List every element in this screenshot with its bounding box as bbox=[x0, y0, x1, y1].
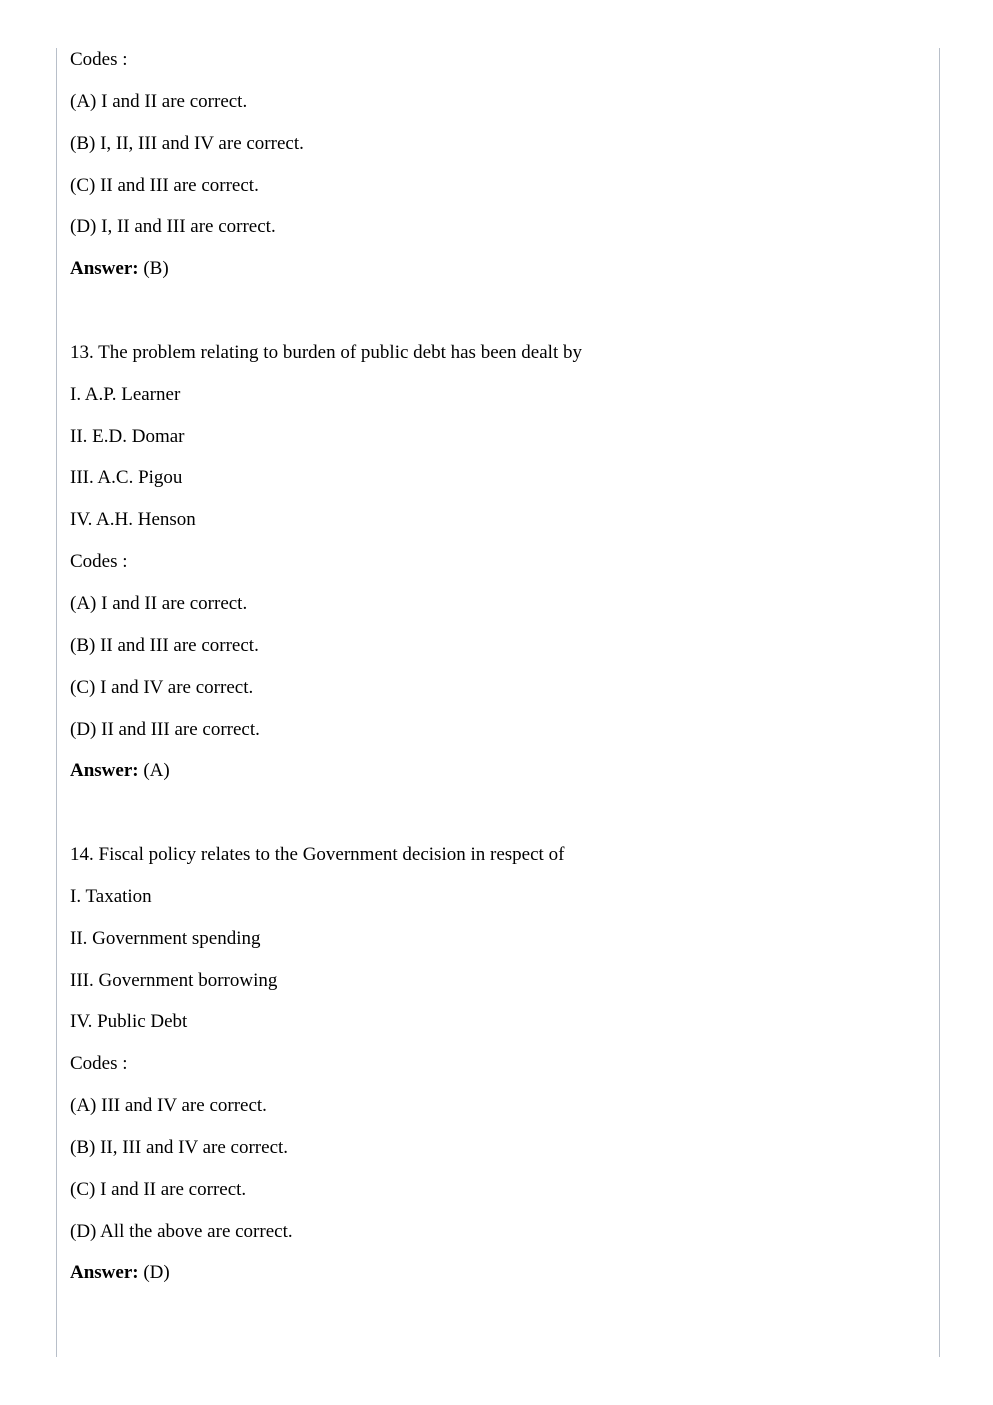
option-line: (C) II and III are correct. bbox=[70, 174, 259, 196]
answer-label: Answer: bbox=[70, 258, 139, 280]
option-line: (B) II, III and IV are correct. bbox=[70, 1136, 289, 1158]
spacer bbox=[70, 290, 930, 332]
option-line: (C) I and II are correct. bbox=[70, 1178, 247, 1200]
option-line: (A) III and IV are correct. bbox=[70, 1095, 267, 1117]
left-page-border bbox=[56, 48, 57, 1357]
answer-line bbox=[70, 750, 930, 792]
answer-value: (B) bbox=[143, 258, 169, 280]
right-page-border bbox=[939, 48, 940, 1357]
option-line: IV. A.H. Henson bbox=[70, 509, 196, 531]
option-line: (C) I and IV are correct. bbox=[70, 676, 254, 698]
option-line: (B) II and III are correct. bbox=[70, 634, 259, 656]
option-line: (D) II and III are correct. bbox=[70, 718, 260, 740]
document-content bbox=[70, 39, 930, 1294]
option-line: IV. Public Debt bbox=[70, 1011, 188, 1033]
answer-label: Answer: bbox=[70, 1262, 139, 1284]
option-line: (B) I, II, III and IV are correct. bbox=[70, 132, 304, 154]
option-line: I. Taxation bbox=[70, 885, 152, 907]
option-line: II. E.D. Domar bbox=[70, 425, 185, 447]
option-line: II. Government spending bbox=[70, 927, 261, 949]
option-line: III. A.C. Pigou bbox=[70, 467, 183, 489]
answer-value: (D) bbox=[143, 1262, 170, 1284]
option-line: (A) I and II are correct. bbox=[70, 90, 248, 112]
answer-label: Answer: bbox=[70, 760, 139, 782]
answer-line bbox=[70, 1252, 930, 1294]
question-text: 14. Fiscal policy relates to the Government decision in respect of bbox=[70, 844, 565, 866]
option-line: III. Government borrowing bbox=[70, 969, 278, 991]
option-line: Codes : bbox=[70, 551, 128, 573]
question-text: 13. The problem relating to burden of public debt has been dealt by bbox=[70, 341, 582, 363]
option-line: (A) I and II are correct. bbox=[70, 592, 248, 614]
option-line: (D) All the above are correct. bbox=[70, 1220, 293, 1242]
option-line: (D) I, II and III are correct. bbox=[70, 216, 276, 238]
answer-value: (A) bbox=[143, 760, 170, 782]
option-line: I. A.P. Learner bbox=[70, 383, 181, 405]
answer-line bbox=[70, 248, 930, 290]
option-line: Codes : bbox=[70, 1053, 128, 1075]
spacer bbox=[70, 792, 930, 834]
option-line: Codes : bbox=[70, 49, 128, 70]
